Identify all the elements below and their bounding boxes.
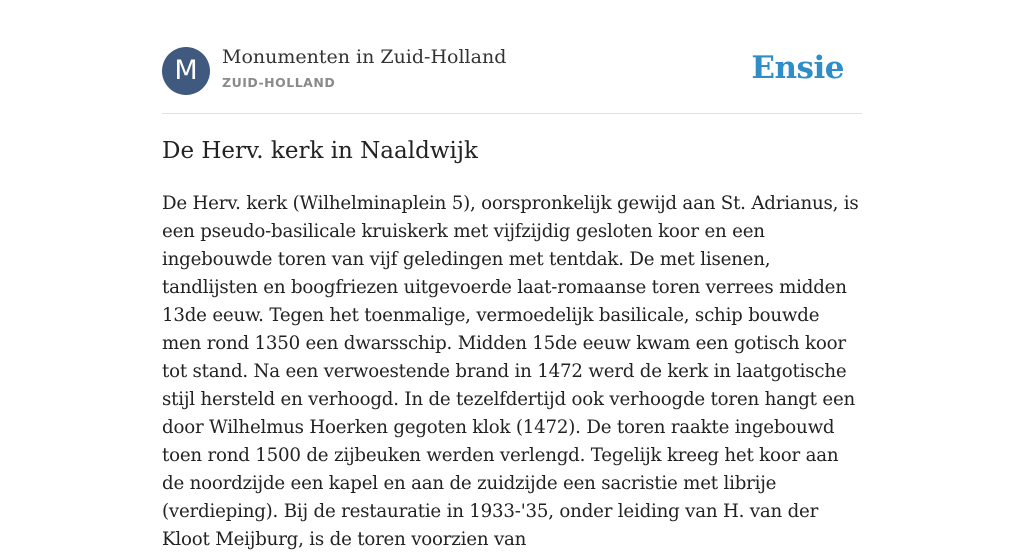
publication-name[interactable]: Monumenten in Zuid-Holland — [222, 46, 507, 68]
ensie-logo[interactable]: Ensie — [751, 50, 844, 86]
page — [162, 0, 862, 550]
article-body: De Herv. kerk (Wilhelminaplein 5), oorspronkelijk gewijd aan St. Adrianus, is een pseudo-basilicale kruiskerk met vijfzijdig gesloten koor en een ingebouwde toren van vijf geledingen met tentdak. De met lisenen, tandlijsten en boogfriezen uitgevoerde laat-romaanse toren verrees midden 13de eeuw. Tegen het toenmalige, vermoedelijk basilicale, schip bouwde men rond 1350 een dwarsschip. Midden 15de eeuw kwam een gotisch koor tot stand. Na een verwoestende brand in 1472 werd de kerk in laatgotische stijl hersteld en verhoogd. In de tezelfdertijd ook verhoogde toren hangt een door Wilhelmus Hoerken gegoten klok (1472). De toren raakte ingebouwd toen rond 1500 de zijbeuken werden verlengd. Tegelijk kreeg het koor aan de noordzijde een kapel en aan de zuidzijde een sacristie met librije (verdieping). Bij de restauratie in 1933-'35, onder leiding van H. van der Kloot Meijburg, is de toren voorzien van — [162, 193, 859, 550]
publication-region[interactable]: ZUID-HOLLAND — [222, 75, 336, 90]
avatar[interactable]: M — [162, 47, 210, 95]
publication-header — [162, 0, 862, 114]
article-title: De Herv. kerk in Naaldwijk — [162, 138, 478, 164]
